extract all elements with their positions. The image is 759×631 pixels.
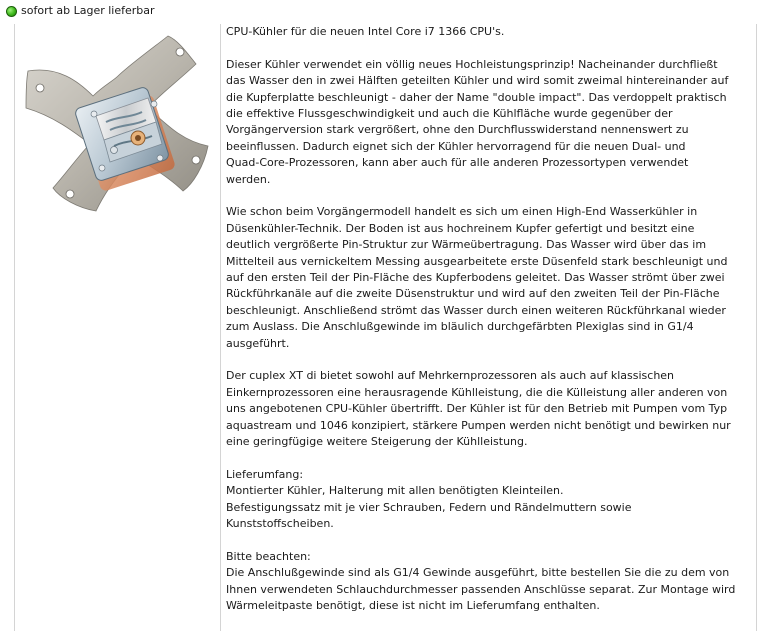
paragraph-line: aquastream und 1046 konzipiert, stärkere Pumpen werden nicht benötigt und bewirken nur bbox=[226, 418, 731, 432]
paragraph-line: Rückführkanäle auf die zweite Düsenstruktur und wird auf den zweiten Teil der Pin-Fläche bbox=[226, 287, 720, 301]
product-description bbox=[226, 24, 751, 615]
description-paragraph-2 bbox=[226, 204, 751, 352]
paragraph-line: zum Auslass. Die Anschlußgewinde im bläulich durchgefärbten Plexiglas sind in G1/4 bbox=[226, 320, 694, 334]
paragraph-line: beschleunigt. Anschließend strömt das Wasser durch einen weiteren Rückführkanal wieder bbox=[226, 303, 726, 317]
product-image-column bbox=[14, 24, 221, 631]
paragraph-line: Die Anschlußgewinde sind als G1/4 Gewinde ausgeführt, bitte bestellen Sie die zu dem von bbox=[226, 566, 730, 580]
paragraph-line: Vorgängerversion stark vergrößert, ohne den Durchflusswiderstand nennenswert zu bbox=[226, 123, 689, 137]
paragraph-line: Düsenkühler-Technik. Der Boden ist aus hochreinem Kupfer gefertigt und besitzt eine bbox=[226, 221, 695, 235]
paragraph-line: Ihnen verwendeten Schlauchdurchmesser passenden Anschlüsse separat. Zur Montage wird bbox=[226, 582, 736, 596]
paragraph-line: Kunststoffscheiben. bbox=[226, 517, 334, 531]
paragraph-line: Quad-Core-Prozessoren, kann aber auch für alle anderen Prozessortypen verwendet bbox=[226, 156, 689, 170]
paragraph-line: Mittelteil aus vernickeltem Messing ausgearbeitete erste Düsenfeld stark beschleunigt und bbox=[226, 254, 728, 268]
paragraph-line: werden. bbox=[226, 172, 271, 186]
cooler-illustration bbox=[18, 26, 217, 225]
paragraph-line: ausgeführt. bbox=[226, 336, 290, 350]
paragraph-line: Einkernprozessoren eine herausragende Kühlleistung, die die Külleistung aller anderen von bbox=[226, 385, 728, 399]
paragraph-line: das Wasser den in zwei Hälften geteilten Kühler und wird somit zweimal hintereinander auf bbox=[226, 74, 729, 88]
paragraph-line: Wie schon beim Vorgängermodell handelt es sich um einen High-End Wasserkühler in bbox=[226, 205, 698, 219]
paragraph-line: die effektive Flussgeschwindigkeit und auch die Kühlfläche wurde gegenüber der bbox=[226, 107, 673, 121]
paragraph-line: die Kupferplatte beschleunigt - daher der Name "double impact". Das verdoppelt praktisch bbox=[226, 90, 727, 104]
paragraph-line: uns angebotenen CPU-Kühler übertrifft. Der Kühler ist für den Betrieb mit Pumpen vom Typ bbox=[226, 402, 728, 416]
paragraph-line: eine geringfügige weitere Steigerung der Kühlleistung. bbox=[226, 435, 528, 449]
availability-status bbox=[6, 3, 155, 19]
paragraph-line: deutlich vergrößerte Pin-Struktur zur Wärmeübertragung. Das Wasser wird über das im bbox=[226, 238, 707, 252]
description-scope-of-delivery bbox=[226, 467, 751, 533]
cpu-water-cooler-image[interactable] bbox=[18, 26, 217, 225]
green-dot-icon bbox=[6, 6, 17, 17]
paragraph-line: Montierter Kühler, Halterung mit allen benötigten Kleinteilen. bbox=[226, 484, 564, 498]
scope-heading: Lieferumfang: bbox=[226, 467, 304, 481]
notice-heading: Bitte beachten: bbox=[226, 549, 311, 563]
description-paragraph-1 bbox=[226, 57, 751, 188]
availability-label: sofort ab Lager lieferbar bbox=[21, 4, 155, 17]
description-intro bbox=[226, 24, 751, 40]
paragraph-line: Befestigungssatz mit je vier Schrauben, Federn und Rändelmuttern sowie bbox=[226, 500, 632, 514]
description-paragraph-3 bbox=[226, 368, 751, 450]
paragraph-line: Der cuplex XT di bietet sowohl auf Mehrkernprozessoren als auch auf klassischen bbox=[226, 369, 675, 383]
paragraph-line: Wärmeleitpaste benötigt, diese ist nicht im Lieferumfang enthalten. bbox=[226, 599, 600, 613]
product-description-column bbox=[221, 24, 757, 631]
paragraph-line: auf den ersten Teil der Pin-Fläche des Kupferbodens geleitet. Das Wasser strömt über zwei bbox=[226, 271, 725, 285]
paragraph-line: Dieser Kühler verwendet ein völlig neues Hochleistungsprinzip! Nacheinander durchfließt bbox=[226, 57, 718, 71]
intro-line: CPU-Kühler für die neuen Intel Core i7 1366 CPU's. bbox=[226, 25, 505, 38]
paragraph-line: beeinflussen. Dadurch eignet sich der Kühler hervorragend für die neuen Dual- und bbox=[226, 139, 686, 153]
description-notice bbox=[226, 549, 751, 615]
